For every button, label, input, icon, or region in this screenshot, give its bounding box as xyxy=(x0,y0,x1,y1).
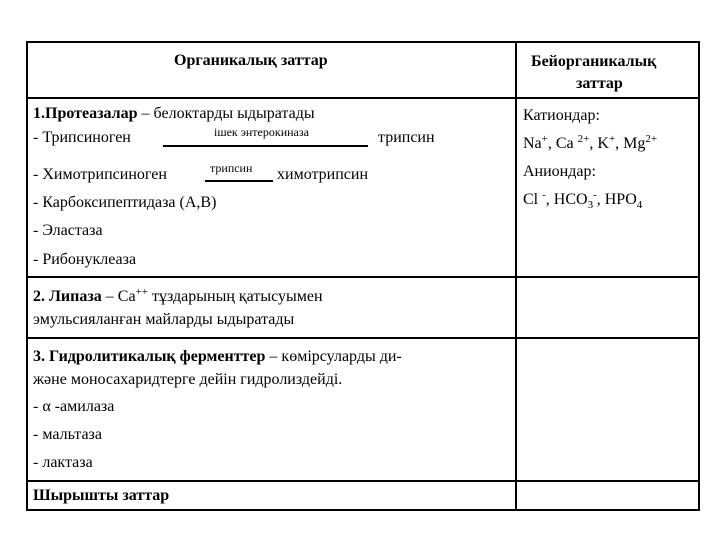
proteases-desc: – белоктарды ыдыратады xyxy=(137,105,315,122)
lactase: - лактаза xyxy=(33,454,93,471)
cl-charge: - xyxy=(542,189,546,201)
proteases-title: 1.Протеазалар xyxy=(33,105,138,122)
elastase: - Эластаза xyxy=(33,222,103,239)
lipase-title: 2. Липаза xyxy=(33,288,102,305)
trypsinogen: - Трипсиноген xyxy=(33,129,131,146)
trypsinogen-arrow-label: ішек энтерокиназа xyxy=(214,125,309,139)
mucus: Шырышты заттар xyxy=(33,487,170,504)
hpo: , HPO xyxy=(596,191,637,208)
lipase-charge: ++ xyxy=(135,286,148,298)
ca-charge: 2+ xyxy=(577,133,590,145)
anions-list xyxy=(523,190,642,210)
row-divider-1 xyxy=(26,276,699,278)
mg: , Mg xyxy=(615,135,646,152)
cations-list xyxy=(523,134,657,154)
lipase-line1 xyxy=(33,287,323,307)
maltase: - мальтаза xyxy=(33,426,102,443)
k: , K xyxy=(589,135,609,152)
proteases-line xyxy=(33,104,315,124)
hydro-desc: – көмірсуларды ди- xyxy=(265,348,402,365)
header-organic: Органикалық заттар xyxy=(174,52,328,69)
header-inorganic-line2: заттар xyxy=(576,75,623,92)
hco: , HCO xyxy=(545,191,588,208)
chymotrypsinogen-arrow xyxy=(205,180,273,182)
k-charge: + xyxy=(608,133,616,145)
na: Na xyxy=(523,135,542,152)
chymotrypsinogen-arrow-label: трипсин xyxy=(210,161,253,175)
row-divider-3 xyxy=(26,480,699,482)
hydro-title: 3. Гидролитикалық ферменттер xyxy=(33,348,266,365)
cl: Cl xyxy=(523,191,543,208)
border-top xyxy=(26,41,699,43)
amylase: - α -амилаза xyxy=(33,398,115,415)
anions-label: Аниондар: xyxy=(523,163,596,180)
lipase-line2: эмульсияланған майларды ыдыратады xyxy=(33,311,295,328)
row-divider-header xyxy=(26,97,699,99)
hco-charge: - xyxy=(593,189,597,201)
chymotrypsin: химотрипсин xyxy=(277,166,369,183)
na-charge: + xyxy=(541,133,548,145)
chymotrypsinogen: - Химотрипсиноген xyxy=(33,166,167,183)
trypsin: трипсин xyxy=(378,129,435,146)
carboxypeptidase: - Карбоксипептидаза (А,В) xyxy=(33,194,217,211)
hydro-line2: және моносахаридтерге дейін гидролиздейді. xyxy=(33,371,343,388)
hpo-sub: 4 xyxy=(636,199,643,211)
border-bottom xyxy=(26,509,699,511)
trypsinogen-arrow xyxy=(163,145,368,147)
ribonuclease: - Рибонуклеаза xyxy=(33,251,137,268)
hco-sub: 3 xyxy=(587,199,594,211)
lipase-desc-b: тұздарының қатысуымен xyxy=(148,288,323,305)
header-inorganic-line1: Бейорганикалық xyxy=(531,53,657,70)
ca: , Ca xyxy=(547,135,578,152)
hydro-line1 xyxy=(33,347,402,367)
cations-label: Катиондар: xyxy=(523,107,600,124)
lipase-desc-a: – Ca xyxy=(101,288,136,305)
mg-charge: 2+ xyxy=(645,133,658,145)
row-divider-2 xyxy=(26,337,699,339)
